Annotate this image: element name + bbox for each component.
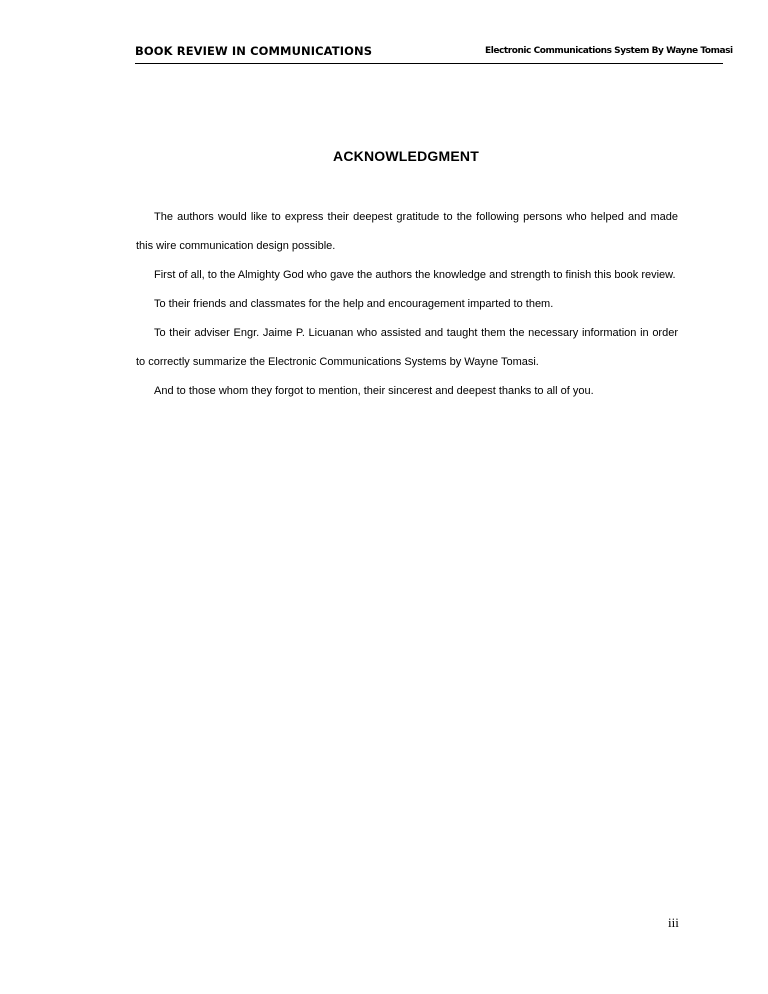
paragraph-closing: And to those whom they forgot to mention, their sincerest and deepest thanks to all of you.	[154, 385, 594, 397]
paragraph-almighty-god: First of all, to the Almighty God who gave the authors the knowledge and strength to finish this book review.	[154, 269, 676, 281]
page-title: ACKNOWLEDGMENT	[333, 148, 479, 164]
header-book-title: BOOK REVIEW IN COMMUNICATIONS	[135, 44, 373, 58]
paragraph-gratitude: The authors would like to express their deepest gratitude to the following persons who helped and made this wire communication design possible.	[136, 211, 678, 252]
header-subtitle: Electronic Communications System By Wayne Tomasi	[485, 46, 733, 56]
page-number: iii	[668, 915, 679, 930]
paragraph-friends: To their friends and classmates for the help and encouragement imparted to them.	[154, 298, 554, 310]
running-header	[135, 44, 733, 64]
paragraph-adviser: To their adviser Engr. Jaime P. Licuanan who assisted and taught them the necessary information in order to correctly summarize the Electronic Communications Systems by Wayne Tomasi.	[136, 327, 678, 368]
acknowledgment-body	[136, 203, 678, 406]
